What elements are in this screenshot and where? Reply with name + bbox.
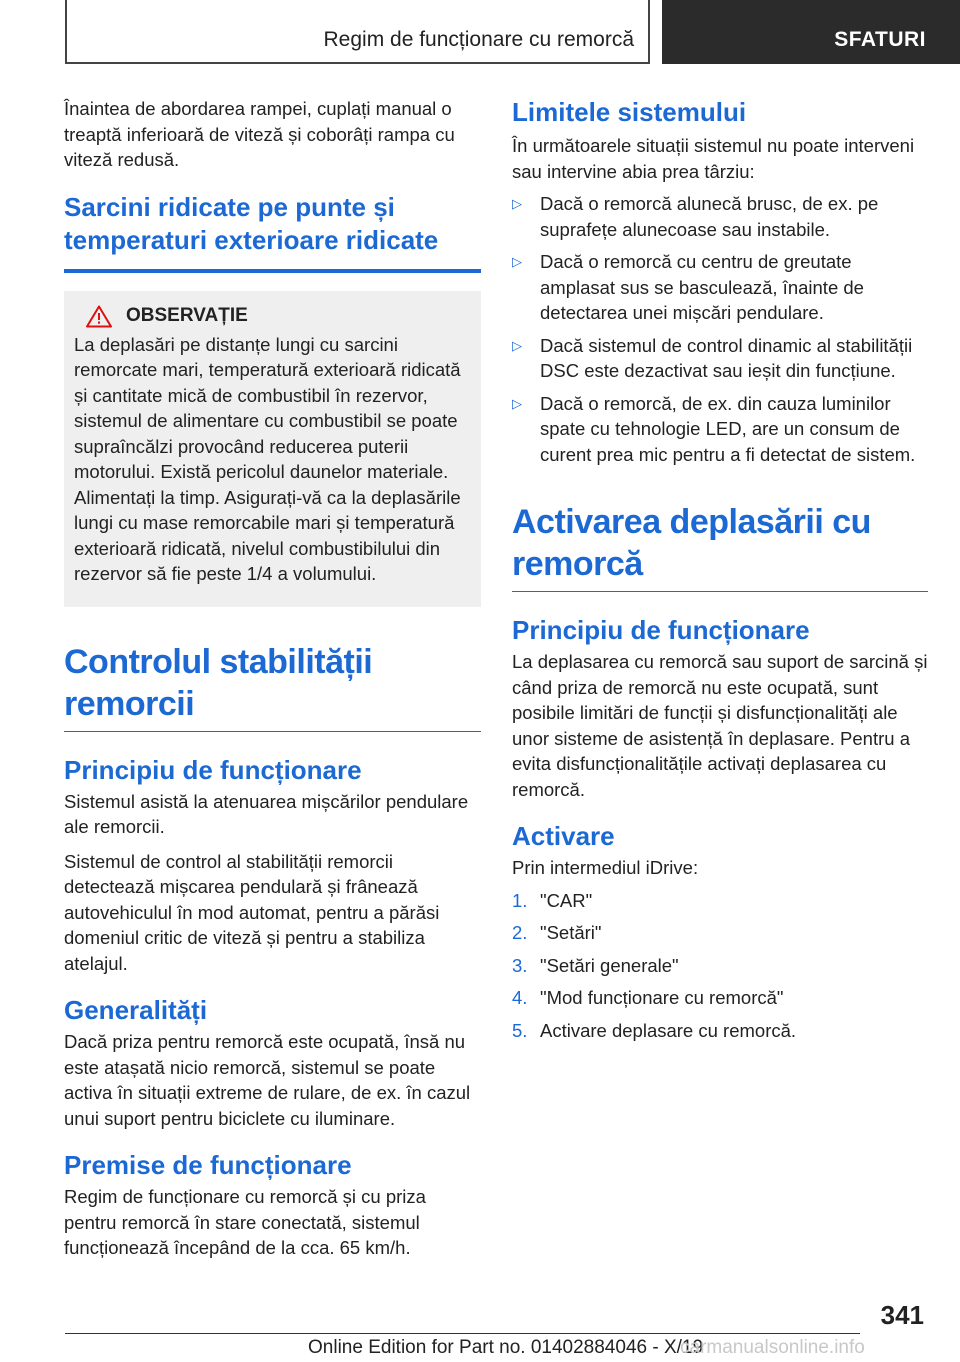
list-item: ▷ Dacă o remorcă cu centru de greutate amplasat sus se basculează, înainte de detectarea unei mișcări pendulare. [512,251,864,323]
note-title: OBSERVAȚIE [126,305,248,326]
footer-watermark[interactable]: carmanualsonline.info [680,1337,865,1358]
note-box [64,291,481,607]
heading-rule [64,269,481,273]
list-item: 4. "Mod funcționare cu remorcă" [512,987,784,1008]
right-column [512,96,928,1043]
steps-list [512,888,928,1044]
premise-paragraph: Regim de funcționare cu remorcă și cu priza pentru remorcă în stare conectată, sistemul funcționează începând de la cca. 65 km/h. [64,1186,426,1258]
header-title: Regim de funcționare cu remorcă [323,28,634,51]
page-number: 341 [880,1300,924,1330]
section-tab-label: SFATURI [834,28,926,51]
heading-activarea: Activarea deplasării cu remorcă [512,503,871,583]
activare-paragraph: Prin intermediul iDrive: [512,857,699,878]
triangle-bullet-icon: ▷ [512,395,522,411]
note-paragraph-1: La deplasări pe distanțe lungi cu sarcini remorcate mari, temperatură exterioară ridicată și cantitate mică de combustibil în rezervor, sistemul de alimentare cu combustibil se poate supraîncălzi provocând reducerea puterii motorului. Există pericolul daunelor materiale. [74,333,461,482]
footer-rule [65,1333,860,1334]
heading-limite: Limitele sistemului [512,97,747,127]
list-item: ▷ Dacă o remorcă alunecă brusc, de ex. pe suprafețe alunecoase sau instabile. [512,193,879,240]
section-tab [662,0,960,64]
heading-principiu: Principiu de funcționare [64,754,362,785]
triangle-bullet-icon: ▷ [512,196,522,211]
list-item: 2. "Setări" [512,922,602,943]
principiu-paragraph-1: Sistemul asistă la atenuarea mișcărilor pendulare ale remorcii. [64,790,469,837]
header-box [65,0,650,64]
warning-triangle-icon [86,305,112,328]
principiu-paragraph-2: Sistemul de control al stabilității remorcii detectează mișcarea pendulară și frânează autovehiculul în mod automat, pentru a părăsi domeniul critic de viteză și pentru a stabiliza atelajul. [64,850,440,974]
list-item: ▷ Dacă o remorcă, de ex. din cauza luminilor spate cu tehnologie LED, are un consum de curent prea mic pentru a fi detectat de sistem. [512,392,916,465]
note-header [74,305,471,328]
triangle-bullet-icon: ▷ [512,337,522,353]
list-item: 3. "Setări generale" [512,954,679,976]
limite-paragraph: În următoarele situații sistemul nu poate interveni sau intervine abia prea târziu: [512,135,915,182]
note-paragraph-2: Alimentați la timp. Asigurați-vă ca la deplasările lungi cu mase remorcabile mari și temperatură exterioară ridicată, nivelul combustibilului din rezervor să fie peste 1/4 a volumului. [74,486,461,584]
list-item: ▷ Dacă sistemul de control dinamic al stabilității DSC este dezactivat sau ieșit din funcțiune. [512,334,913,381]
heading-control: Controlul stabilității remorcii [64,642,373,723]
heading-rule [64,731,481,732]
general-paragraph: Dacă priza pentru remorcă este ocupată, însă nu este atașată nicio remorcă, sistemul se poate activa în situații extreme de rulare, de ex. în cazul unui suport pentru biciclete cu iluminare. [64,1031,471,1129]
heading-sarcini: Sarcini ridicate pe punte și temperaturi exterioare ridicate [64,191,439,255]
heading-principiu-right: Principiu de funcționare [512,615,810,645]
intro-paragraph: Înaintea de abordarea rampei, cuplați manual o treaptă inferioară de viteză și coborâți rampa cu viteză redusă. [64,98,455,170]
list-item: 5. Activare deplasare cu remorcă. [512,1019,797,1041]
heading-general: Generalități [64,995,208,1025]
list-item: 1. "CAR" [512,889,593,911]
heading-activare: Activare [512,821,615,851]
principiu-paragraph: La deplasarea cu remorcă sau suport de sarcină și când priza de remorcă nu este ocupată, sunt posibile limitări de funcții și disfuncționalități ale unor sisteme de asistență în deplasare. Pentru a evita disfuncționalitățile activați deplasarea cu remorcă. [512,651,928,800]
triangle-bullet-icon: ▷ [512,254,522,269]
limite-list [512,191,928,467]
left-column [64,96,481,1261]
heading-rule [512,591,928,592]
heading-premise: Premise de funcționare [64,1150,352,1180]
footer-edition: Online Edition for Part no. 01402884046 - X/19 [308,1337,704,1358]
